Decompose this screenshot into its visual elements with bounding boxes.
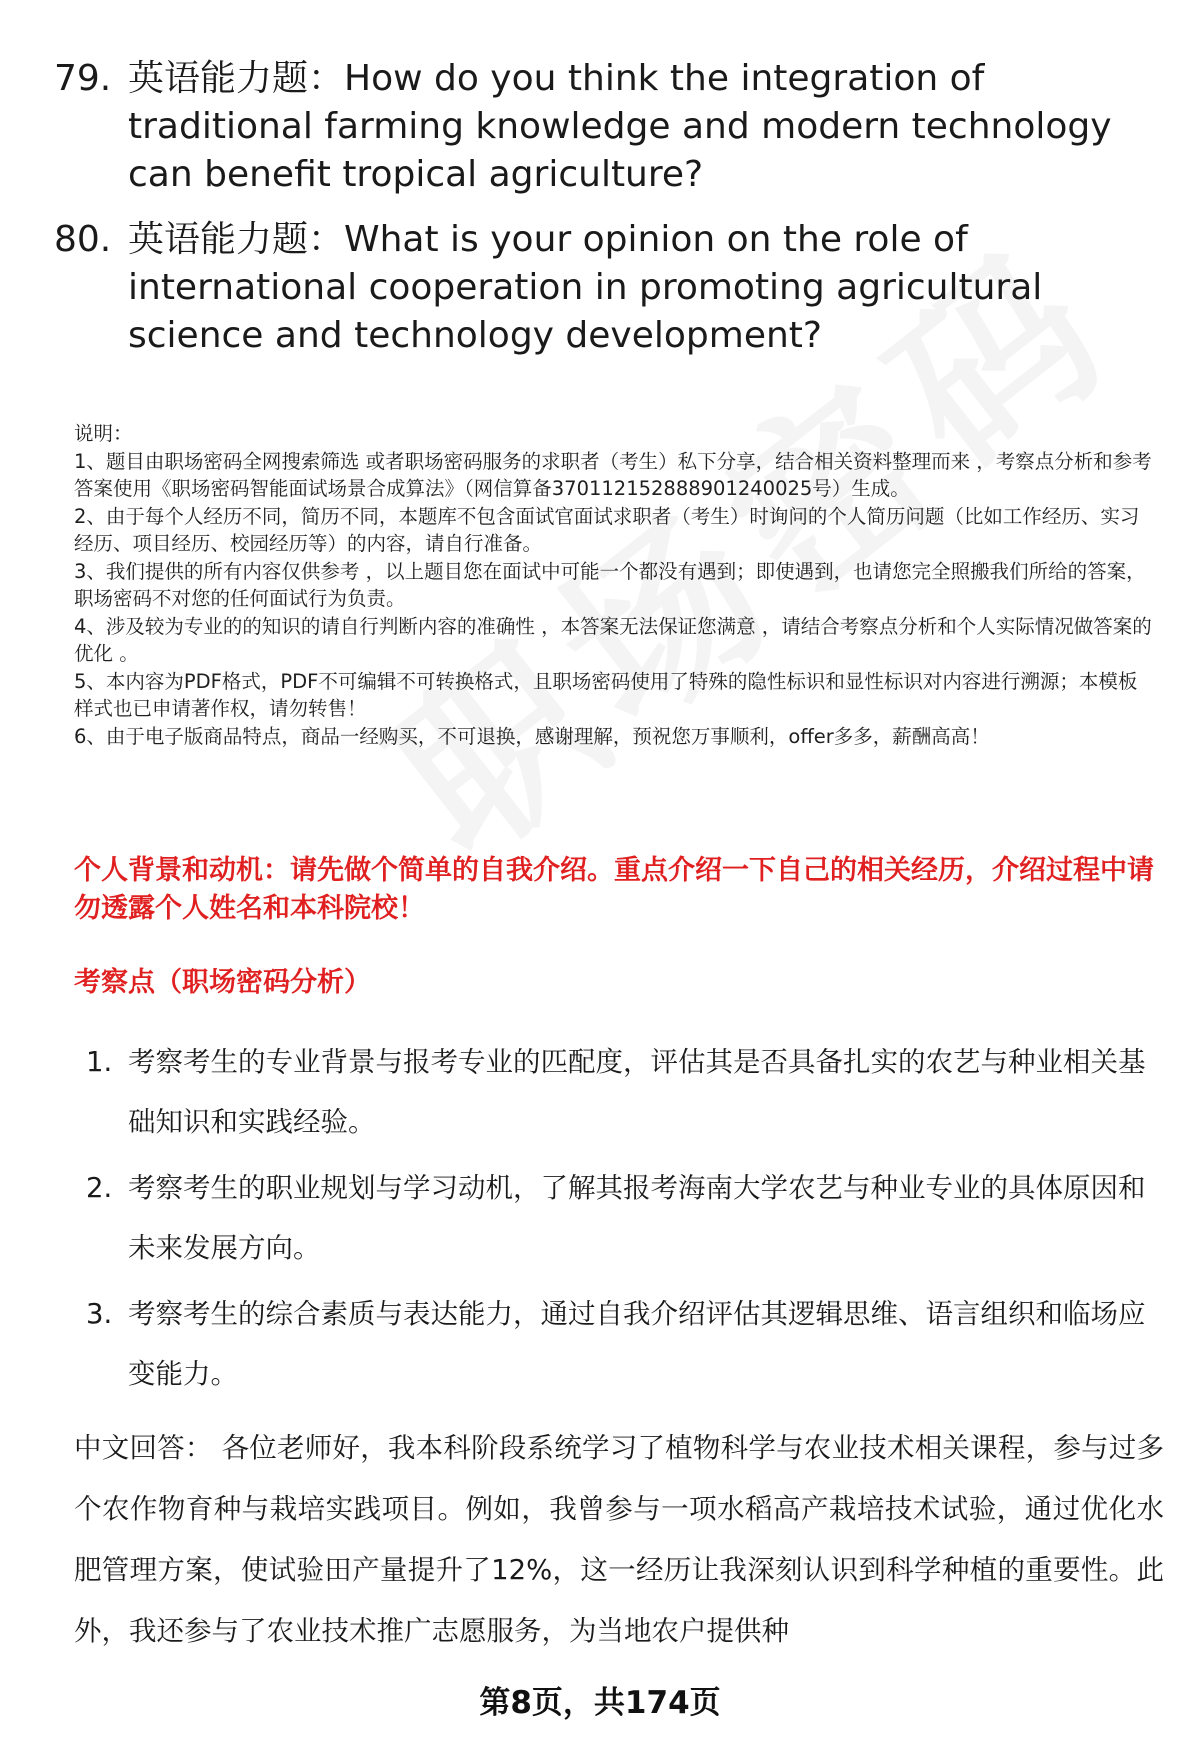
interview-question-heading: 个人背景和动机：请先做个简单的自我介绍。重点介绍一下自己的相关经历，介绍过程中请勿透露个人姓名和本科院校！	[74, 855, 1154, 924]
list-item-number: 3.	[86, 1298, 113, 1330]
list-item	[74, 1158, 1164, 1278]
list-item	[74, 1032, 1164, 1152]
note-item: 1、题目由职场密码全网搜索筛选 或者职场密码服务的求职者（考生）私下分享，结合相关资料整理而来 ，考察点分析和参考答案使用《职场密码智能面试场景合成算法》（网信算备370112152888901240025号）生成。	[74, 449, 1152, 500]
note-item: 5、本内容为PDF格式，PDF不可编辑不可转换格式，且职场密码使用了特殊的隐性标识和显性标识对内容进行溯源；本模板样式也已申请著作权，请勿转售！	[74, 669, 1138, 720]
page-number: 第8页，共174页	[479, 1685, 721, 1721]
notes-section	[74, 420, 1154, 750]
question-text: 英语能力题：What is your opinion on the role of international cooperation in promoting agricultural science and technology development?	[128, 219, 1043, 356]
analysis-list	[74, 1032, 1164, 1410]
note-item: 4、涉及较为专业的的知识的请自行判断内容的准确性 ，本答案无法保证您满意 ，请结合考察点分析和个人实际情况做答案的优化 。	[74, 614, 1152, 665]
list-item-text: 考察考生的综合素质与表达能力，通过自我介绍评估其逻辑思维、语言组织和临场应变能力。	[128, 1298, 1146, 1390]
list-item-number: 2.	[86, 1172, 113, 1204]
question-number: 79.	[54, 58, 112, 99]
notes-title: 说明：	[74, 422, 133, 445]
analysis-heading: 考察点（职场密码分析）	[74, 967, 371, 998]
question-text: 英语能力题：How do you think the integration of traditional farming knowledge and modern technology can benefit tropical agriculture?	[128, 58, 1112, 195]
list-item-number: 1.	[86, 1046, 113, 1078]
list-item	[74, 1284, 1164, 1404]
chinese-answer: 中文回答： 各位老师好，我本科阶段系统学习了植物科学与农业技术相关课程，参与过多个农作物育种与栽培实践项目。例如，我曾参与一项水稻高产栽培技术试验，通过优化水肥管理方案，使试验田产量提升了12%，这一经历让我深刻认识到科学种植的重要性。此外，我还参与了农业技术推广志愿服务，为当地农户提供种	[74, 1432, 1164, 1647]
note-item: 3、我们提供的所有内容仅供参考 ，以上题目您在面试中可能一个都没有遇到；即使遇到，也请您完全照搬我们所给的答案，职场密码不对您的任何面试行为负责。	[74, 559, 1146, 610]
question-number: 80.	[54, 219, 112, 260]
question-80	[54, 216, 1164, 360]
note-item: 2、由于每个人经历不同，简历不同，本题库不包含面试官面试求职者（考生）时询问的个人简历问题（比如工作经历、实习经历、项目经历、校园经历等）的内容，请自行准备。	[74, 504, 1140, 555]
list-item-text: 考察考生的职业规划与学习动机，了解其报考海南大学农艺与种业专业的具体原因和未来发展方向。	[128, 1172, 1146, 1264]
question-79	[54, 55, 1164, 199]
note-item: 6、由于电子版商品特点，商品一经购买，不可退换，感谢理解，预祝您万事顺利，offer多多，薪酬高高！	[74, 724, 990, 748]
list-item-text: 考察考生的专业背景与报考专业的匹配度，评估其是否具备扎实的农艺与种业相关基础知识和实践经验。	[128, 1046, 1146, 1138]
